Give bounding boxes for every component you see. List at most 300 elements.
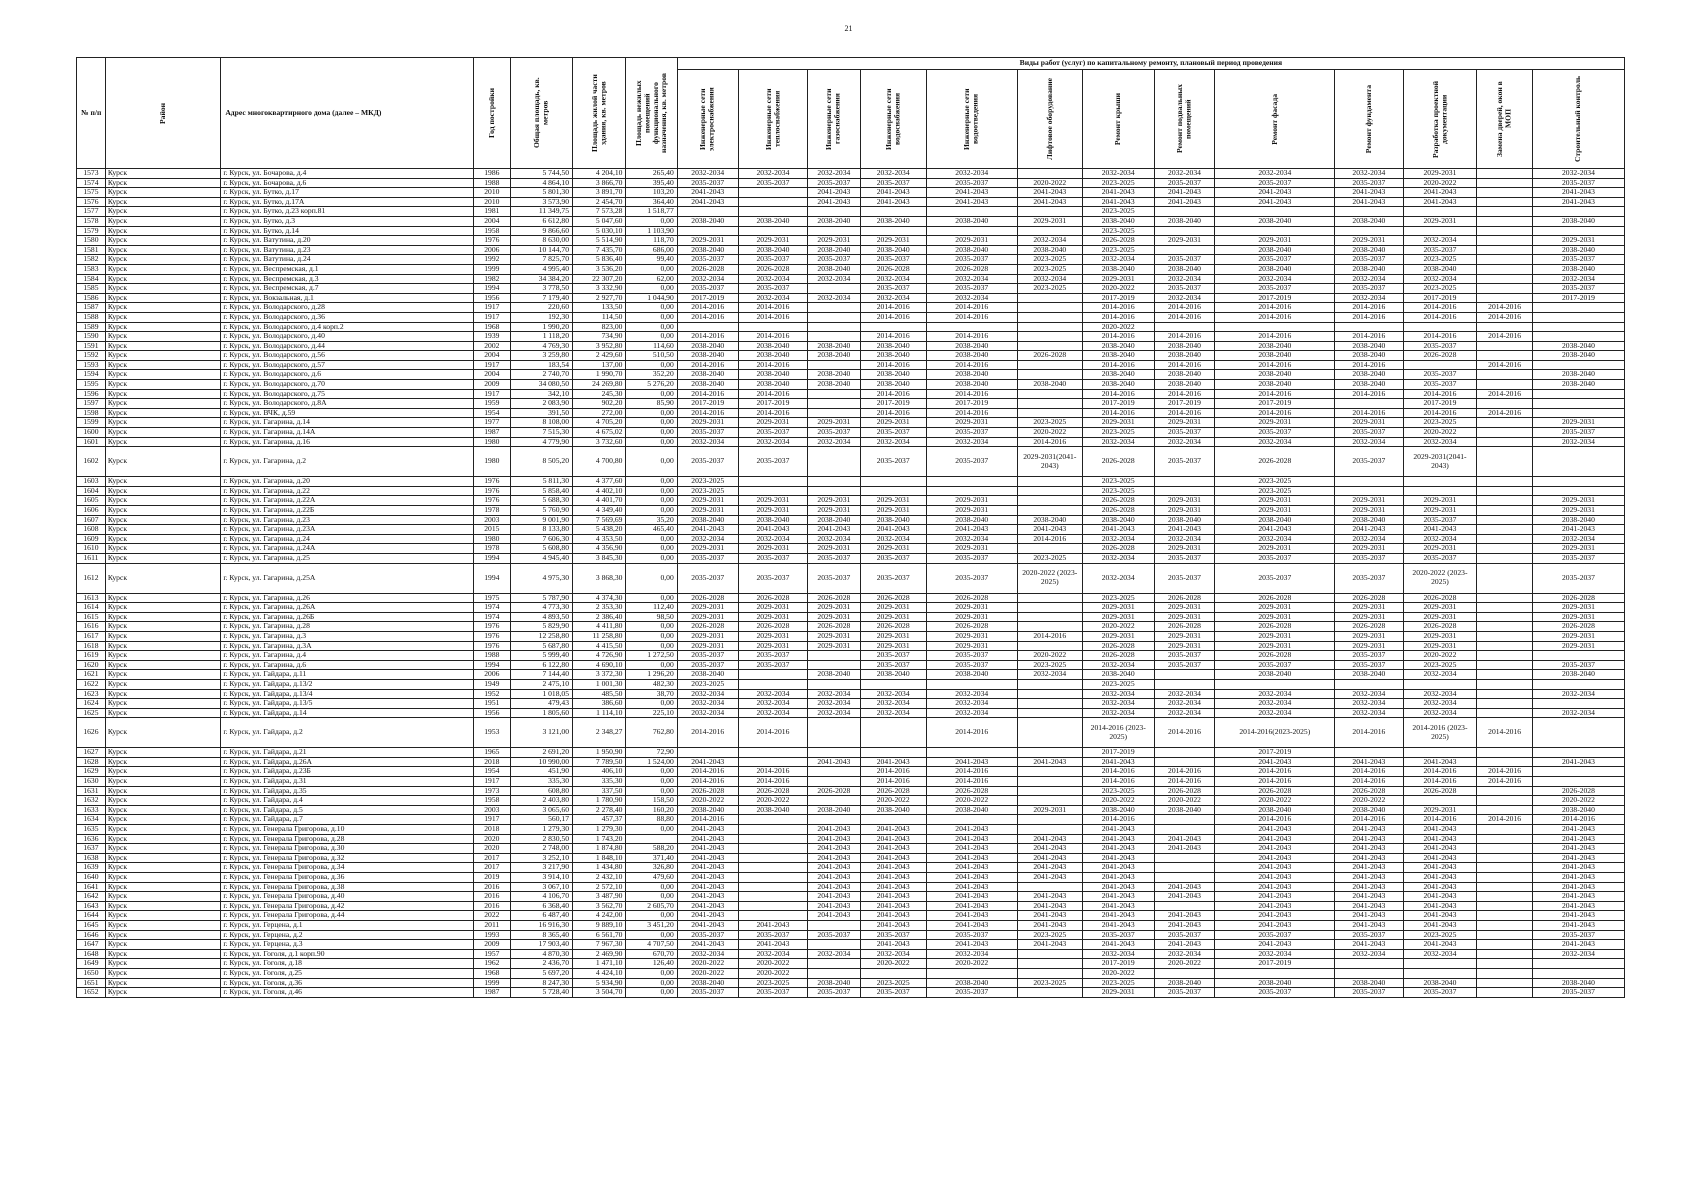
work-facade-cell: 2023-2025	[1215, 477, 1335, 487]
work-gas-cell	[808, 360, 860, 370]
work-supervision-cell: 2038-2040	[1532, 245, 1624, 255]
header-work-type: Ремонт фундамента	[1335, 70, 1403, 169]
year-built-cell: 1994	[473, 660, 510, 670]
district-cell: Курск	[105, 757, 220, 767]
work-foundation-cell: 2029-2031	[1335, 418, 1403, 428]
work-roof-cell: 2038-2040	[1082, 670, 1154, 680]
work-supervision-cell: 2029-2031	[1532, 544, 1624, 554]
work-supervision-cell: 2041-2043	[1532, 882, 1624, 892]
row-number-cell: 1628	[77, 757, 106, 767]
work-elevator-cell	[1017, 718, 1082, 748]
work-basement-cell: 2038-2040	[1154, 264, 1215, 274]
work-electric-cell: 2041-2043	[677, 920, 738, 930]
living-area-cell: 2 432,10	[573, 873, 626, 883]
work-electric-cell: 2038-2040	[677, 351, 738, 361]
row-number-cell: 1585	[77, 284, 106, 294]
work-foundation-cell: 2032-2034	[1335, 949, 1403, 959]
work-design-cell	[1403, 968, 1477, 978]
work-foundation-cell: 2041-2043	[1335, 863, 1403, 873]
work-supervision-cell: 2020-2022	[1532, 796, 1624, 806]
nonresidential-area-cell: 326,80	[626, 863, 677, 873]
address-cell: г. Курск, ул. Гоголя, д.36	[221, 978, 473, 988]
work-heating-cell: 2023-2025	[738, 978, 807, 988]
year-built-cell: 1974	[473, 612, 510, 622]
work-sewer-cell: 2026-2028	[926, 622, 1017, 632]
work-supervision-cell: 2035-2037	[1532, 178, 1624, 188]
work-electric-cell: 2014-2016	[677, 718, 738, 748]
work-water-cell: 2029-2031	[860, 641, 926, 651]
work-design-cell: 2017-2019	[1403, 399, 1477, 409]
address-cell: г. Курск, ул. Гоголя, д.46	[221, 988, 473, 998]
work-roof-cell: 2032-2034	[1082, 563, 1154, 593]
work-heating-cell	[738, 188, 807, 198]
work-design-cell: 2026-2028	[1403, 622, 1477, 632]
work-water-cell: 2035-2037	[860, 660, 926, 670]
work-sewer-cell: 2014-2016	[926, 777, 1017, 787]
work-facade-cell: 2023-2025	[1215, 486, 1335, 496]
table-row	[77, 399, 1625, 409]
row-number-cell: 1591	[77, 341, 106, 351]
work-gas-cell: 2032-2034	[808, 169, 860, 179]
work-design-cell	[1403, 486, 1477, 496]
address-cell: г. Курск, ул. Бутко, д.14	[221, 226, 473, 236]
work-elevator-cell: 2041-2043	[1017, 911, 1082, 921]
work-elevator-cell: 2038-2040	[1017, 245, 1082, 255]
work-heating-cell: 2014-2016	[738, 389, 807, 399]
nonresidential-area-cell: 465,40	[626, 525, 677, 535]
total-area-cell: 560,17	[511, 815, 573, 825]
row-number-cell: 1627	[77, 748, 106, 758]
row-number-cell: 1596	[77, 389, 106, 399]
work-doors-windows-cell	[1477, 399, 1533, 409]
living-area-cell: 1 114,10	[573, 708, 626, 718]
address-cell: г. Курск, ул. Володарского, д.56	[221, 351, 473, 361]
living-area-cell: 2 429,60	[573, 351, 626, 361]
work-doors-windows-cell	[1477, 216, 1533, 226]
work-water-cell: 2026-2028	[860, 264, 926, 274]
work-gas-cell: 2041-2043	[808, 853, 860, 863]
work-basement-cell: 2014-2016	[1154, 767, 1215, 777]
work-foundation-cell: 2041-2043	[1335, 901, 1403, 911]
table-row	[77, 844, 1625, 854]
district-cell: Курск	[105, 786, 220, 796]
work-elevator-cell: 2041-2043	[1017, 920, 1082, 930]
address-cell: г. Курск, ул. Гагарина, д.23А	[221, 525, 473, 535]
living-area-cell: 4 204,10	[573, 169, 626, 179]
year-built-cell: 1962	[473, 959, 510, 969]
work-basement-cell: 2035-2037	[1154, 988, 1215, 998]
work-roof-cell: 2029-2031	[1082, 603, 1154, 613]
work-doors-windows-cell	[1477, 563, 1533, 593]
work-facade-cell: 2035-2037	[1215, 563, 1335, 593]
work-doors-windows-cell	[1477, 882, 1533, 892]
work-elevator-cell: 2014-2016	[1017, 534, 1082, 544]
work-design-cell: 2035-2037	[1403, 553, 1477, 563]
total-area-cell: 4 870,30	[511, 949, 573, 959]
year-built-cell: 1976	[473, 631, 510, 641]
work-electric-cell: 2020-2022	[677, 959, 738, 969]
year-built-cell: 2004	[473, 370, 510, 380]
work-electric-cell: 2035-2037	[677, 930, 738, 940]
work-water-cell: 2026-2028	[860, 593, 926, 603]
nonresidential-area-cell: 0,00	[626, 882, 677, 892]
work-facade-cell: 2017-2019	[1215, 293, 1335, 303]
work-elevator-cell: 2041-2043	[1017, 901, 1082, 911]
work-heating-cell: 2017-2019	[738, 399, 807, 409]
header-work-type: Замена дверей, окон в МОП	[1477, 70, 1533, 169]
district-cell: Курск	[105, 188, 220, 198]
work-water-cell	[860, 226, 926, 236]
year-built-cell: 1988	[473, 651, 510, 661]
work-elevator-cell	[1017, 303, 1082, 313]
work-roof-cell: 2014-2016	[1082, 312, 1154, 322]
work-doors-windows-cell	[1477, 418, 1533, 428]
table-row	[77, 660, 1625, 670]
row-number-cell: 1605	[77, 496, 106, 506]
work-facade-cell: 2026-2028	[1215, 786, 1335, 796]
nonresidential-area-cell: 0,00	[626, 360, 677, 370]
work-facade-cell: 2017-2019	[1215, 399, 1335, 409]
work-gas-cell: 2035-2037	[808, 930, 860, 940]
work-foundation-cell	[1335, 477, 1403, 487]
work-electric-cell: 2029-2031	[677, 641, 738, 651]
row-number-cell: 1610	[77, 544, 106, 554]
nonresidential-area-cell: 99,40	[626, 255, 677, 265]
work-sewer-cell: 2038-2040	[926, 515, 1017, 525]
work-basement-cell: 2029-2031	[1154, 603, 1215, 613]
address-cell: г. Курск, ул. Гагарина, д.20	[221, 477, 473, 487]
work-heating-cell: 2035-2037	[738, 660, 807, 670]
total-area-cell: 8 133,80	[511, 525, 573, 535]
work-supervision-cell: 2041-2043	[1532, 834, 1624, 844]
work-design-cell: 2029-2031	[1403, 603, 1477, 613]
work-electric-cell: 2041-2043	[677, 940, 738, 950]
work-basement-cell: 2038-2040	[1154, 515, 1215, 525]
table-row	[77, 496, 1625, 506]
work-foundation-cell: 2014-2016	[1335, 360, 1403, 370]
row-number-cell: 1594	[77, 370, 106, 380]
work-sewer-cell	[926, 815, 1017, 825]
work-elevator-cell: 2038-2040	[1017, 515, 1082, 525]
work-electric-cell: 2041-2043	[677, 834, 738, 844]
total-area-cell: 1 279,30	[511, 825, 573, 835]
year-built-cell: 1976	[473, 236, 510, 246]
work-supervision-cell	[1532, 399, 1624, 409]
work-water-cell: 2038-2040	[860, 670, 926, 680]
work-facade-cell: 2014-2016	[1215, 408, 1335, 418]
work-doors-windows-cell: 2014-2016	[1477, 303, 1533, 313]
row-number-cell: 1595	[77, 380, 106, 390]
work-doors-windows-cell	[1477, 293, 1533, 303]
work-gas-cell: 2041-2043	[808, 844, 860, 854]
work-heating-cell: 2014-2016	[738, 408, 807, 418]
year-built-cell: 1987	[473, 428, 510, 438]
work-roof-cell: 2032-2034	[1082, 553, 1154, 563]
year-built-cell: 1917	[473, 312, 510, 322]
work-elevator-cell	[1017, 815, 1082, 825]
address-cell: г. Курск, ул. Генерала Григорова, д.34	[221, 863, 473, 873]
work-roof-cell: 2014-2016	[1082, 408, 1154, 418]
work-foundation-cell	[1335, 486, 1403, 496]
work-supervision-cell: 2035-2037	[1532, 988, 1624, 998]
year-built-cell: 1956	[473, 293, 510, 303]
header-work-type: Инженерные сети электроснабжения	[677, 70, 738, 169]
work-gas-cell: 2029-2031	[808, 544, 860, 554]
work-elevator-cell	[1017, 612, 1082, 622]
work-roof-cell: 2038-2040	[1082, 264, 1154, 274]
work-roof-cell: 2026-2028	[1082, 641, 1154, 651]
row-number-cell: 1578	[77, 216, 106, 226]
work-doors-windows-cell	[1477, 834, 1533, 844]
district-cell: Курск	[105, 892, 220, 902]
work-heating-cell	[738, 853, 807, 863]
table-row	[77, 447, 1625, 477]
work-elevator-cell: 2041-2043	[1017, 844, 1082, 854]
work-electric-cell: 2035-2037	[677, 178, 738, 188]
work-water-cell: 2041-2043	[860, 844, 926, 854]
work-foundation-cell: 2035-2037	[1335, 651, 1403, 661]
work-doors-windows-cell	[1477, 264, 1533, 274]
work-doors-windows-cell	[1477, 245, 1533, 255]
work-heating-cell: 2026-2028	[738, 622, 807, 632]
work-roof-cell: 2020-2022	[1082, 322, 1154, 332]
district-cell: Курск	[105, 920, 220, 930]
work-design-cell	[1403, 477, 1477, 487]
row-number-cell: 1600	[77, 428, 106, 438]
nonresidential-area-cell: 85,90	[626, 399, 677, 409]
address-cell: г. Курск, ул. Генерала Григорова, д.28	[221, 834, 473, 844]
total-area-cell: 2 083,90	[511, 399, 573, 409]
work-electric-cell: 2014-2016	[677, 312, 738, 322]
work-heating-cell	[738, 815, 807, 825]
work-gas-cell: 2038-2040	[808, 216, 860, 226]
work-basement-cell: 2020-2022	[1154, 959, 1215, 969]
nonresidential-area-cell: 364,40	[626, 197, 677, 207]
table-row	[77, 245, 1625, 255]
work-water-cell: 2035-2037	[860, 284, 926, 294]
nonresidential-area-cell: 0,00	[626, 786, 677, 796]
work-gas-cell	[808, 796, 860, 806]
table-row	[77, 389, 1625, 399]
work-gas-cell: 2032-2034	[808, 949, 860, 959]
work-electric-cell: 2035-2037	[677, 447, 738, 477]
living-area-cell: 2 353,30	[573, 603, 626, 613]
work-water-cell: 2032-2034	[860, 708, 926, 718]
total-area-cell: 4 893,50	[511, 612, 573, 622]
work-foundation-cell: 2035-2037	[1335, 930, 1403, 940]
work-foundation-cell	[1335, 226, 1403, 236]
address-cell: г. Курск, ул. Гагарина, д.26Б	[221, 612, 473, 622]
work-sewer-cell: 2041-2043	[926, 853, 1017, 863]
work-design-cell: 2029-2031	[1403, 506, 1477, 516]
work-supervision-cell: 2029-2031	[1532, 603, 1624, 613]
work-gas-cell: 2041-2043	[808, 892, 860, 902]
total-area-cell: 2 436,70	[511, 959, 573, 969]
total-area-cell: 3 778,50	[511, 284, 573, 294]
total-area-cell: 5 744,50	[511, 169, 573, 179]
row-number-cell: 1630	[77, 777, 106, 787]
work-design-cell: 2029-2031	[1403, 631, 1477, 641]
work-doors-windows-cell	[1477, 949, 1533, 959]
work-design-cell: 2032-2034	[1403, 236, 1477, 246]
table-row	[77, 901, 1625, 911]
work-heating-cell: 2032-2034	[738, 293, 807, 303]
work-roof-cell: 2026-2028	[1082, 544, 1154, 554]
work-sewer-cell: 2029-2031	[926, 612, 1017, 622]
work-doors-windows-cell	[1477, 437, 1533, 447]
work-doors-windows-cell	[1477, 873, 1533, 883]
total-area-cell: 7 515,30	[511, 428, 573, 438]
work-supervision-cell: 2029-2031	[1532, 641, 1624, 651]
work-water-cell: 2035-2037	[860, 178, 926, 188]
work-doors-windows-cell	[1477, 825, 1533, 835]
work-sewer-cell: 2041-2043	[926, 911, 1017, 921]
work-supervision-cell: 2032-2034	[1532, 437, 1624, 447]
district-cell: Курск	[105, 930, 220, 940]
work-facade-cell: 2035-2037	[1215, 178, 1335, 188]
work-gas-cell: 2038-2040	[808, 978, 860, 988]
work-design-cell: 2041-2043	[1403, 863, 1477, 873]
header-num: № п/п	[77, 58, 106, 169]
district-cell: Курск	[105, 863, 220, 873]
work-facade-cell: 2038-2040	[1215, 351, 1335, 361]
year-built-cell: 1992	[473, 255, 510, 265]
work-gas-cell: 2032-2034	[808, 699, 860, 709]
table-row	[77, 786, 1625, 796]
work-foundation-cell: 2041-2043	[1335, 873, 1403, 883]
district-cell: Курск	[105, 477, 220, 487]
work-elevator-cell	[1017, 708, 1082, 718]
work-basement-cell: 2038-2040	[1154, 370, 1215, 380]
row-number-cell: 1607	[77, 515, 106, 525]
work-electric-cell: 2032-2034	[677, 689, 738, 699]
work-facade-cell: 2029-2031	[1215, 641, 1335, 651]
total-area-cell: 10 144,70	[511, 245, 573, 255]
table-row	[77, 332, 1625, 342]
total-area-cell: 192,30	[511, 312, 573, 322]
work-sewer-cell: 2038-2040	[926, 670, 1017, 680]
work-supervision-cell: 2038-2040	[1532, 216, 1624, 226]
year-built-cell: 1999	[473, 978, 510, 988]
work-foundation-cell: 2035-2037	[1335, 553, 1403, 563]
work-roof-cell: 2038-2040	[1082, 370, 1154, 380]
work-elevator-cell: 2020-2022	[1017, 178, 1082, 188]
work-water-cell: 2029-2031	[860, 544, 926, 554]
table-row	[77, 767, 1625, 777]
work-sewer-cell: 2026-2028	[926, 264, 1017, 274]
address-cell: г. Курск, ул. Бочарова, д.4	[221, 169, 473, 179]
living-area-cell: 3 866,70	[573, 178, 626, 188]
work-facade-cell	[1215, 207, 1335, 217]
address-cell: г. Курск, ул. Володарского, д.75	[221, 389, 473, 399]
work-electric-cell: 2029-2031	[677, 506, 738, 516]
living-area-cell: 114,50	[573, 312, 626, 322]
table-row	[77, 593, 1625, 603]
row-number-cell: 1638	[77, 853, 106, 863]
nonresidential-area-cell: 0,00	[626, 303, 677, 313]
table-row	[77, 930, 1625, 940]
year-built-cell: 1968	[473, 968, 510, 978]
work-design-cell: 2023-2025	[1403, 418, 1477, 428]
total-area-cell: 2 830,50	[511, 834, 573, 844]
work-heating-cell	[738, 911, 807, 921]
work-heating-cell: 2014-2016	[738, 360, 807, 370]
address-cell: г. Курск, ул. Гайдара, д.13/2	[221, 679, 473, 689]
work-sewer-cell	[926, 207, 1017, 217]
work-supervision-cell: 2032-2034	[1532, 949, 1624, 959]
work-water-cell: 2041-2043	[860, 892, 926, 902]
work-gas-cell	[808, 777, 860, 787]
table-row	[77, 679, 1625, 689]
work-sewer-cell: 2035-2037	[926, 660, 1017, 670]
work-electric-cell: 2041-2043	[677, 525, 738, 535]
work-sewer-cell: 2017-2019	[926, 399, 1017, 409]
work-supervision-cell	[1532, 322, 1624, 332]
address-cell: г. Курск, ул. Володарского, д.28	[221, 303, 473, 313]
nonresidential-area-cell: 5 276,20	[626, 380, 677, 390]
year-built-cell: 1917	[473, 777, 510, 787]
work-heating-cell: 2032-2034	[738, 169, 807, 179]
work-doors-windows-cell	[1477, 708, 1533, 718]
address-cell: г. Курск, ул. Володарского, д.8А	[221, 399, 473, 409]
work-gas-cell	[808, 207, 860, 217]
district-cell: Курск	[105, 437, 220, 447]
work-facade-cell: 2035-2037	[1215, 930, 1335, 940]
table-row	[77, 236, 1625, 246]
work-facade-cell: 2041-2043	[1215, 920, 1335, 930]
work-roof-cell: 2023-2025	[1082, 245, 1154, 255]
year-built-cell: 2003	[473, 515, 510, 525]
nonresidential-area-cell: 0,00	[626, 437, 677, 447]
work-foundation-cell: 2041-2043	[1335, 882, 1403, 892]
work-sewer-cell: 2029-2031	[926, 631, 1017, 641]
work-doors-windows-cell	[1477, 380, 1533, 390]
work-supervision-cell: 2035-2037	[1532, 255, 1624, 265]
work-supervision-cell	[1532, 486, 1624, 496]
work-doors-windows-cell	[1477, 428, 1533, 438]
address-cell: г. Курск, ул. Бутко, д.17	[221, 188, 473, 198]
work-electric-cell: 2026-2028	[677, 593, 738, 603]
district-cell: Курск	[105, 399, 220, 409]
work-gas-cell	[808, 767, 860, 777]
district-cell: Курск	[105, 236, 220, 246]
row-number-cell: 1592	[77, 351, 106, 361]
living-area-cell: 1 279,30	[573, 825, 626, 835]
work-supervision-cell: 2038-2040	[1532, 341, 1624, 351]
work-gas-cell	[808, 486, 860, 496]
work-doors-windows-cell	[1477, 796, 1533, 806]
work-doors-windows-cell	[1477, 978, 1533, 988]
work-water-cell: 2032-2034	[860, 689, 926, 699]
work-heating-cell	[738, 825, 807, 835]
year-built-cell: 2017	[473, 853, 510, 863]
total-area-cell: 2 740,70	[511, 370, 573, 380]
work-water-cell	[860, 748, 926, 758]
year-built-cell: 1980	[473, 447, 510, 477]
work-facade-cell: 2026-2028	[1215, 622, 1335, 632]
year-built-cell: 1986	[473, 169, 510, 179]
work-elevator-cell	[1017, 641, 1082, 651]
year-built-cell: 2009	[473, 940, 510, 950]
table-row	[77, 312, 1625, 322]
work-doors-windows-cell: 2014-2016	[1477, 815, 1533, 825]
total-area-cell: 7 606,30	[511, 534, 573, 544]
work-roof-cell: 2014-2016	[1082, 815, 1154, 825]
year-built-cell: 2004	[473, 351, 510, 361]
district-cell: Курск	[105, 380, 220, 390]
work-roof-cell: 2032-2034	[1082, 689, 1154, 699]
nonresidential-area-cell: 0,00	[626, 825, 677, 835]
